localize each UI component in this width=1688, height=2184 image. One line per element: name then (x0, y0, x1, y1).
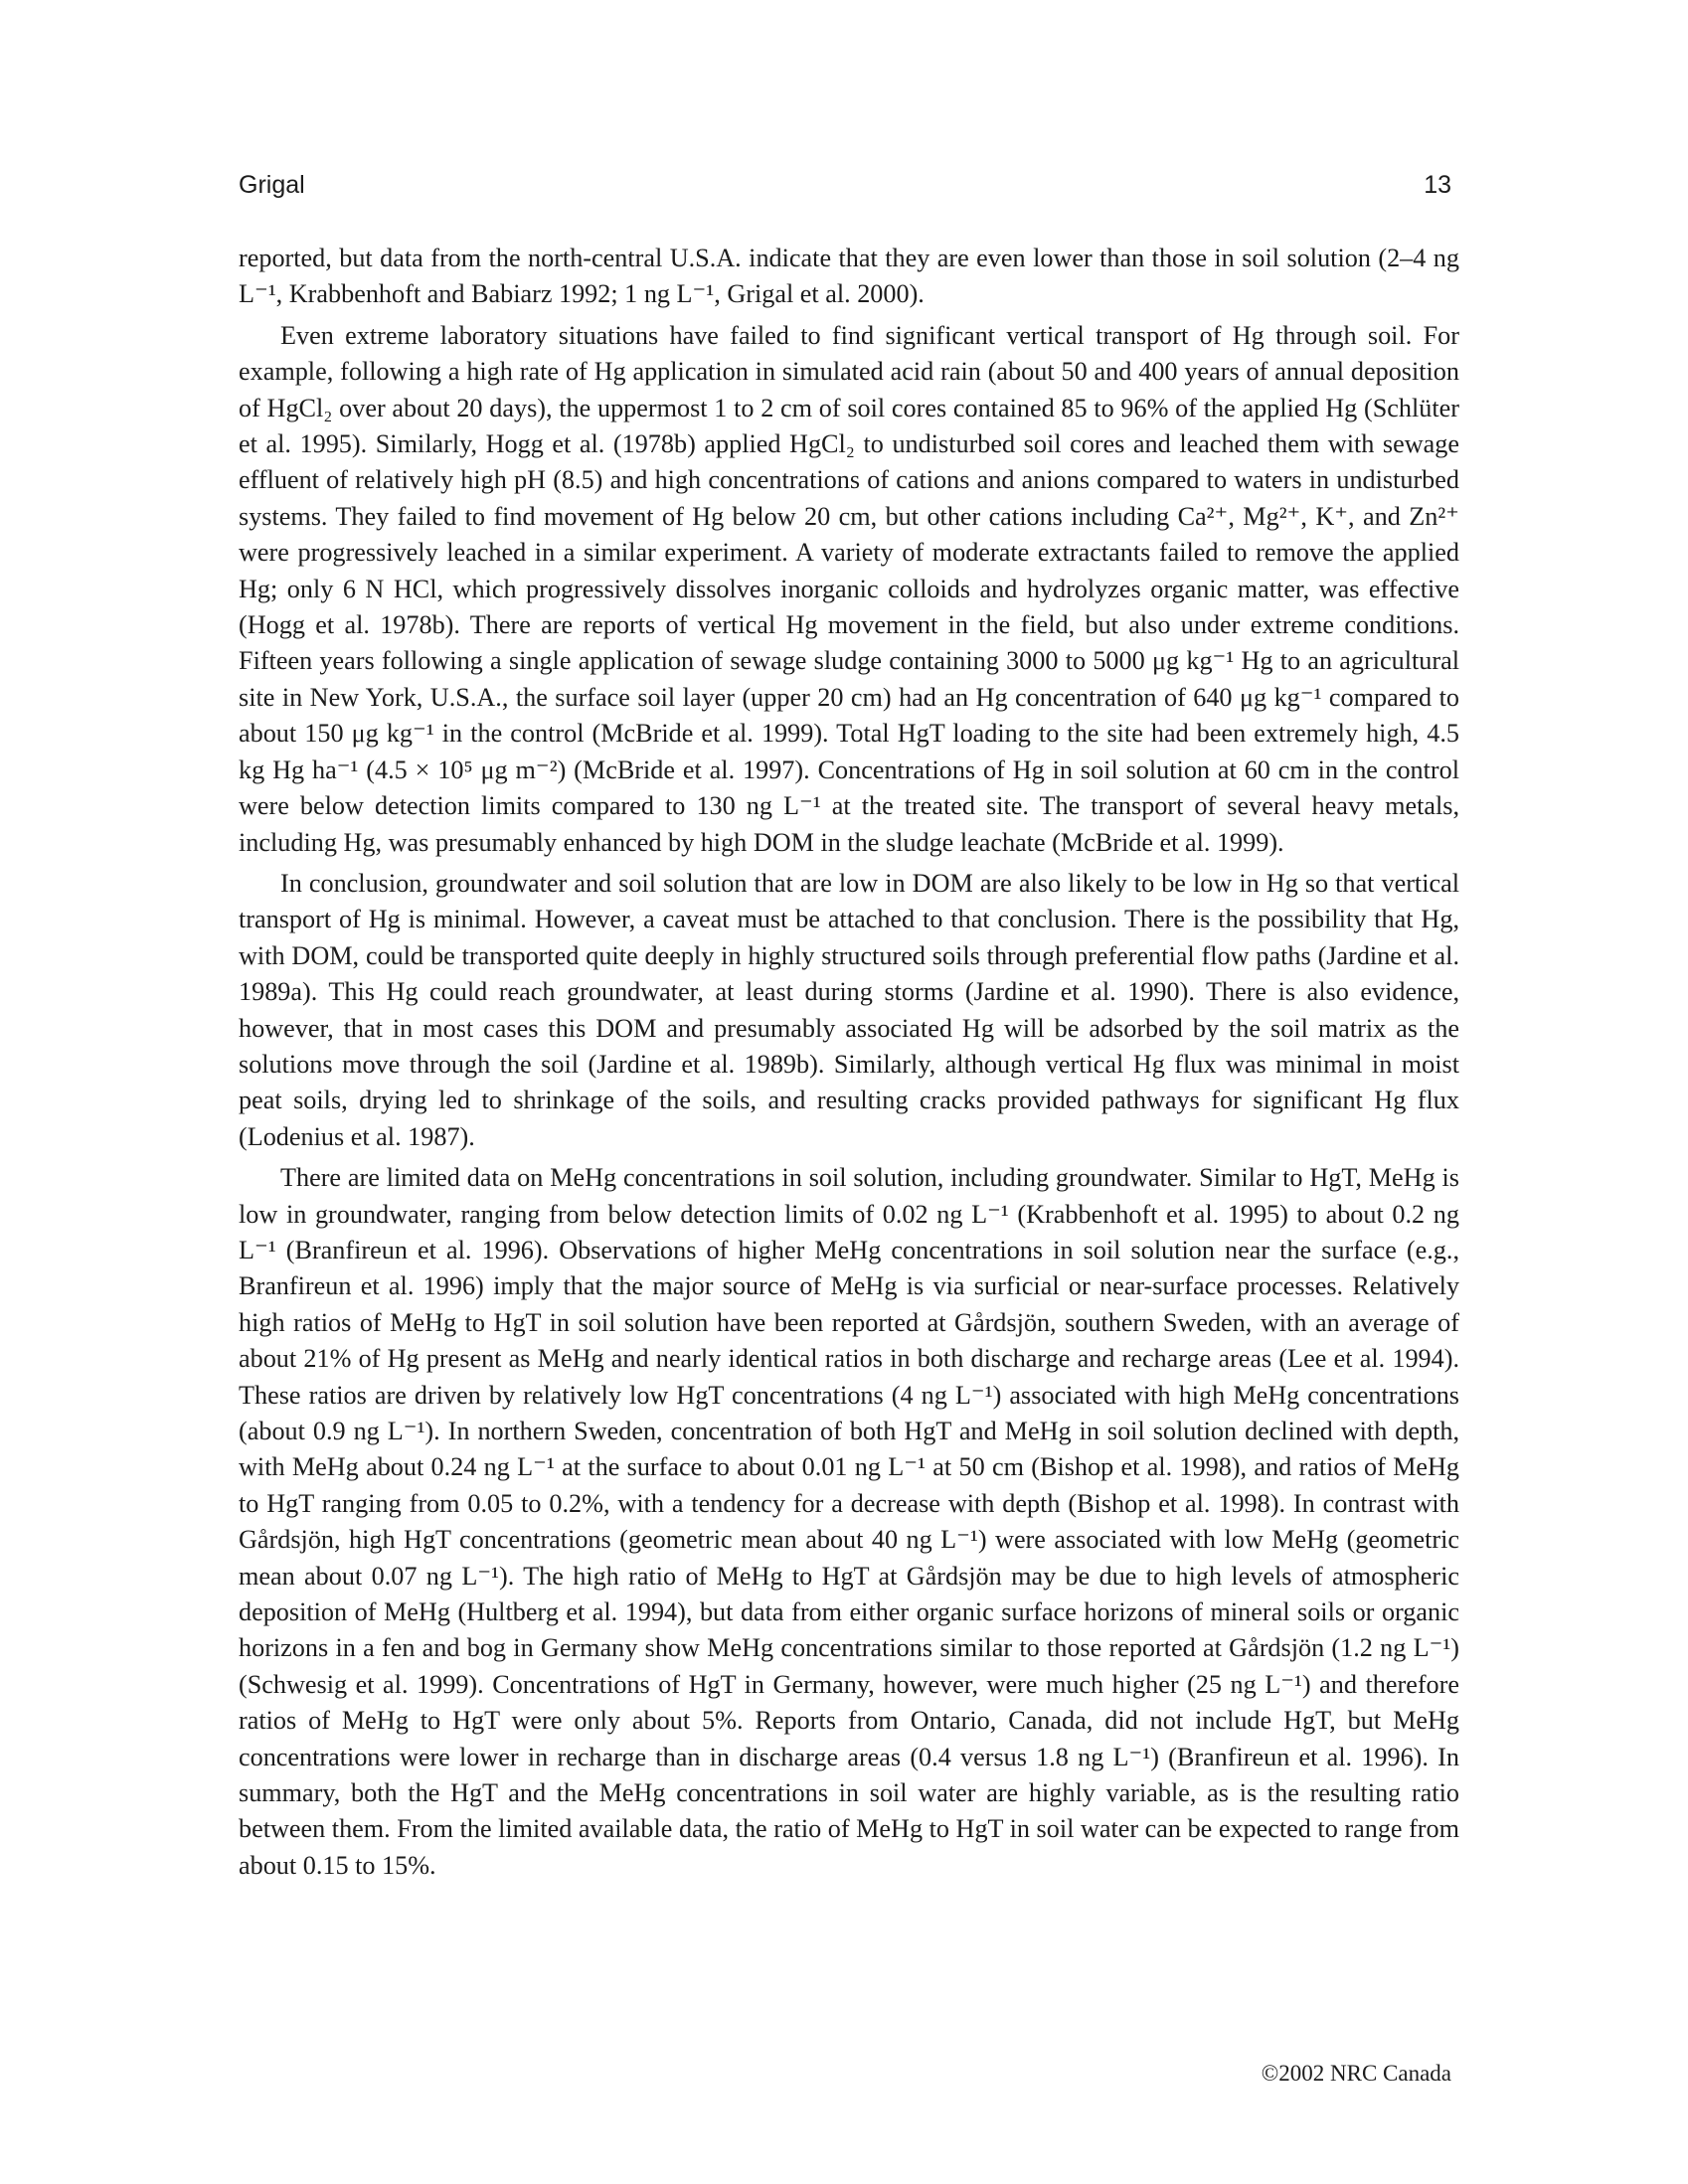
running-head (239, 171, 1451, 211)
page-number: 13 (1424, 171, 1451, 199)
paragraph-continued: reported, but data from the north-central U.S.A. indicate that they are even lower than those in soil solution (2–4 ng L⁻¹, Krabbenhoft and Babiarz 1992; 1 ng L⁻¹, Grigal et al. 2000). (239, 244, 1459, 309)
body-text (239, 241, 1459, 1889)
paragraph-vertical-transport: Even extreme laboratory situations have failed to find significant vertical transport of Hg through soil. For example, following a high rate of Hg application in simulated acid rain (about 50 and 400 years of annual deposition of HgCl₂ over about 20 days), the uppermost 1 to 2 cm of soil cores contained 85 to 96% of the applied Hg (Schlüter et al. 1995). Similarly, Hogg et al. (1978b) applied HgCl₂ to undisturbed soil cores and leached them with sewage effluent of relatively high pH (8.5) and high concentrations of cations and anions compared to waters in undisturbed systems. They failed to find movement of Hg below 20 cm, but other cations including Ca²⁺, Mg²⁺, K⁺, and Zn²⁺ were progressively leached in a similar experiment. A variety of moderate extractants failed to remove the applied Hg; only 6 N HCl, which progressively dissolves inorganic colloids and hydrolyzes organic matter, was effective (Hogg et al. 1978b). There are reports of vertical Hg movement in the field, but also under extreme conditions. Fifteen years following a single application of sewage sludge containing 3000 to 5000 μg kg⁻¹ Hg to an agricultural site in New York, U.S.A., the surface soil layer (upper 20 cm) had an Hg concentration of 640 μg kg⁻¹ compared to about 150 μg kg⁻¹ in the control (McBride et al. 1999). Total HgT loading to the site had been extremely high, 4.5 kg Hg ha⁻¹ (4.5 × 10⁵ μg m⁻²) (McBride et al. 1997). Concentrations of Hg in soil solution at 60 cm in the control were below detection limits compared to 130 ng L⁻¹ at the treated site. The transport of several heavy metals, including Hg, was presumably enhanced by high DOM in the sludge leachate (McBride et al. 1999). (239, 320, 1459, 857)
paragraph-conclusion: In conclusion, groundwater and soil solution that are low in DOM are also likely to be low in Hg so that vertical transport of Hg is minimal. However, a caveat must be attached to that conclusion. There is the possibility that Hg, with DOM, could be transported quite deeply in highly structured soils through preferential flow paths (Jardine et al. 1989a). This Hg could reach groundwater, at least during storms (Jardine et al. 1990). There is also evidence, however, that in most cases this DOM and presumably associated Hg will be adsorbed by the soil matrix as the solutions move through the soil (Jardine et al. 1989b). Similarly, although vertical Hg flux was minimal in moist peat soils, drying led to shrinkage of the soils, and resulting cracks provided pathways for significant Hg flux (Lodenius et al. 1987). (239, 868, 1459, 1151)
paragraph-mehg-concentrations: There are limited data on MeHg concentrations in soil solution, including groundwater. Similar to HgT, MeHg is low in groundwater, ranging from below detection limits of 0.02 ng L⁻¹ (Krabbenhoft et al. 1995) to about 0.2 ng L⁻¹ (Branfireun et al. 1996). Observations of higher MeHg concentrations in soil solution near the surface (e.g., Branfireun et al. 1996) imply that the major source of MeHg is via surficial or near-surface processes. Relatively high ratios of MeHg to HgT in soil solution have been reported at Gårdsjön, southern Sweden, with an average of about 21% of Hg present as MeHg and nearly identical ratios in both discharge and recharge areas (Lee et al. 1994). These ratios are driven by relatively low HgT concentrations (4 ng L⁻¹) associated with high MeHg concentrations (about 0.9 ng L⁻¹). In northern Sweden, concentration of both HgT and MeHg in soil solution declined with depth, with MeHg about 0.24 ng L⁻¹ at the surface to about 0.01 ng L⁻¹ at 50 cm (Bishop et al. 1998), and ratios of MeHg to HgT ranging from 0.05 to 0.2%, with a tendency for a decrease with depth (Bishop et al. 1998). In contrast with Gårdsjön, high HgT concentrations (geometric mean about 40 ng L⁻¹) were associated with low MeHg (geometric mean about 0.07 ng L⁻¹). The high ratio of MeHg to HgT at Gårdsjön may be due to high levels of atmospheric deposition of MeHg (Hultberg et al. 1994), but data from either organic surface horizons of mineral soils or organic horizons in a fen and bog in Germany show MeHg concentrations similar to those reported at Gårdsjön (1.2 ng L⁻¹) (Schwesig et al. 1999). Concentrations of HgT in Germany, however, were much higher (25 ng L⁻¹) and therefore ratios of MeHg to HgT were only about 5%. Reports from Ontario, Canada, did not include HgT, but MeHg concentrations were lower in recharge than in discharge areas (0.4 versus 1.8 ng L⁻¹) (Branfireun et al. 1996). In summary, both the HgT and the MeHg concentrations in soil water are highly variable, as is the resulting ratio between them. From the limited available data, the ratio of MeHg to HgT in soil water can be expected to range from about 0.15 to 15%. (239, 1163, 1459, 1880)
copyright-footer: ©2002 NRC Canada (1261, 2061, 1451, 2086)
running-head-author: Grigal (239, 171, 305, 199)
